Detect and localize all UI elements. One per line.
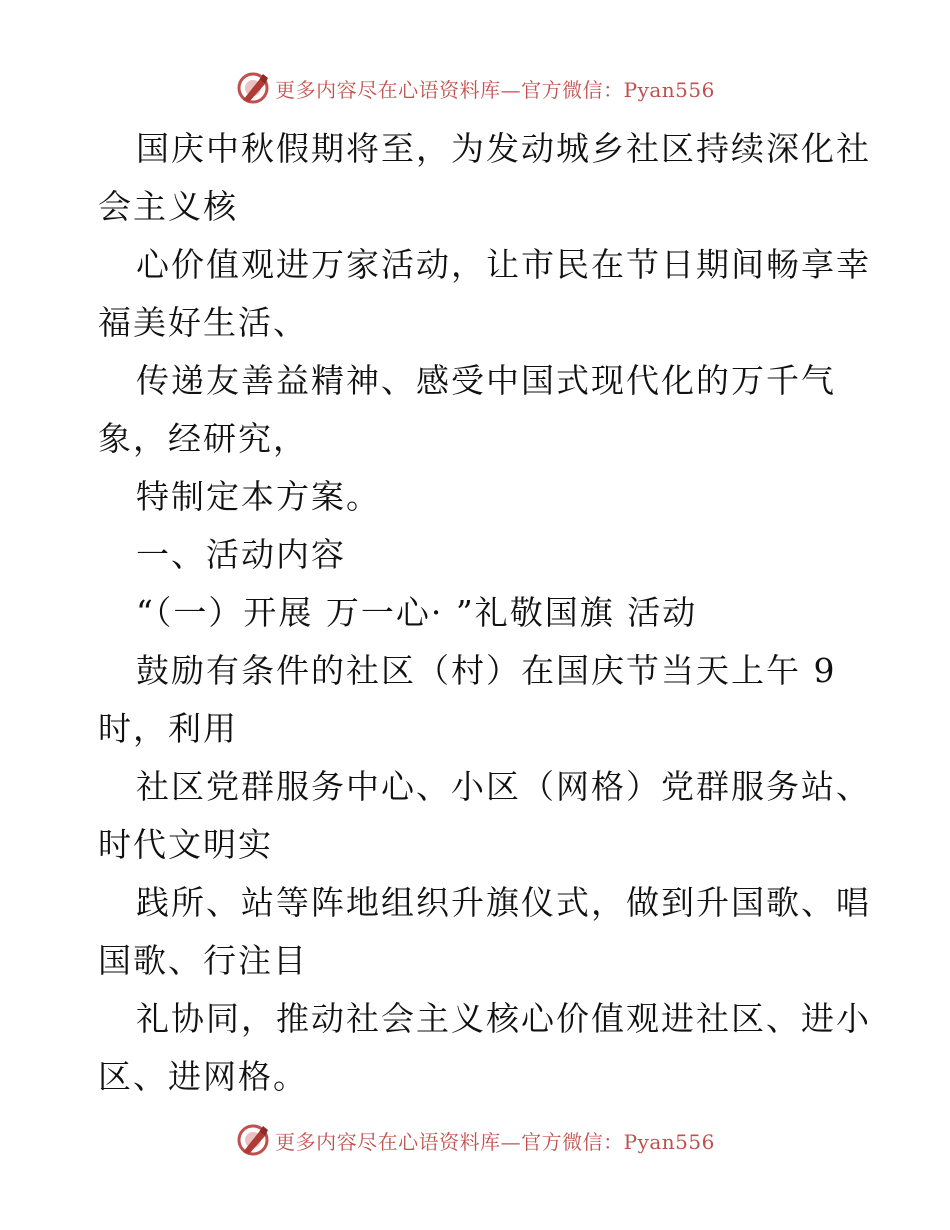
header-banner xyxy=(0,68,950,108)
body-line: 特制定本方案。 xyxy=(136,477,381,516)
body-line: 国庆中秋假期将至，为发动城乡社区持续深化社 xyxy=(136,129,871,168)
body-line: 礼协同，推动社会主义核心价值观进社区、进小 xyxy=(136,999,871,1038)
footer-banner-text: 更多内容尽在心语资料库—官方微信：Pyan556 xyxy=(275,1129,715,1154)
body-line: 鼓励有条件的社区（村）在国庆节当天上午 9 xyxy=(136,651,837,690)
header-banner-text: 更多内容尽在心语资料库—官方微信：Pyan556 xyxy=(275,77,715,102)
body-line: 福美好生活、 xyxy=(98,303,308,342)
body-line: 传递友善益精神、感受中国式现代化的万千气 xyxy=(136,361,836,400)
body-line: 时，利用 xyxy=(98,709,238,748)
section-heading: 一、活动内容 xyxy=(136,535,346,574)
body-line: 践所、站等阵地组织升旗仪式，做到升国歌、唱 xyxy=(136,883,871,922)
pen-logo-icon xyxy=(235,1122,271,1158)
body-line: 区、进网格。 xyxy=(98,1057,308,1096)
subsection-heading: “（一）开展 万一心· ”礼敬国旗 活动 xyxy=(136,593,698,632)
body-line: 象，经研究， xyxy=(98,419,308,458)
footer-banner xyxy=(0,1120,950,1160)
body-line: 心价值观进万家活动，让市民在节日期间畅享幸 xyxy=(136,245,871,284)
document-body xyxy=(98,120,871,1106)
body-line: 国歌、行注目 xyxy=(98,941,308,980)
pen-logo-icon xyxy=(235,70,271,106)
body-line: 会主义核 xyxy=(98,187,238,226)
body-line: 时代文明实 xyxy=(98,825,273,864)
body-line: 社区党群服务中心、小区（网格）党群服务站、 xyxy=(136,767,871,806)
